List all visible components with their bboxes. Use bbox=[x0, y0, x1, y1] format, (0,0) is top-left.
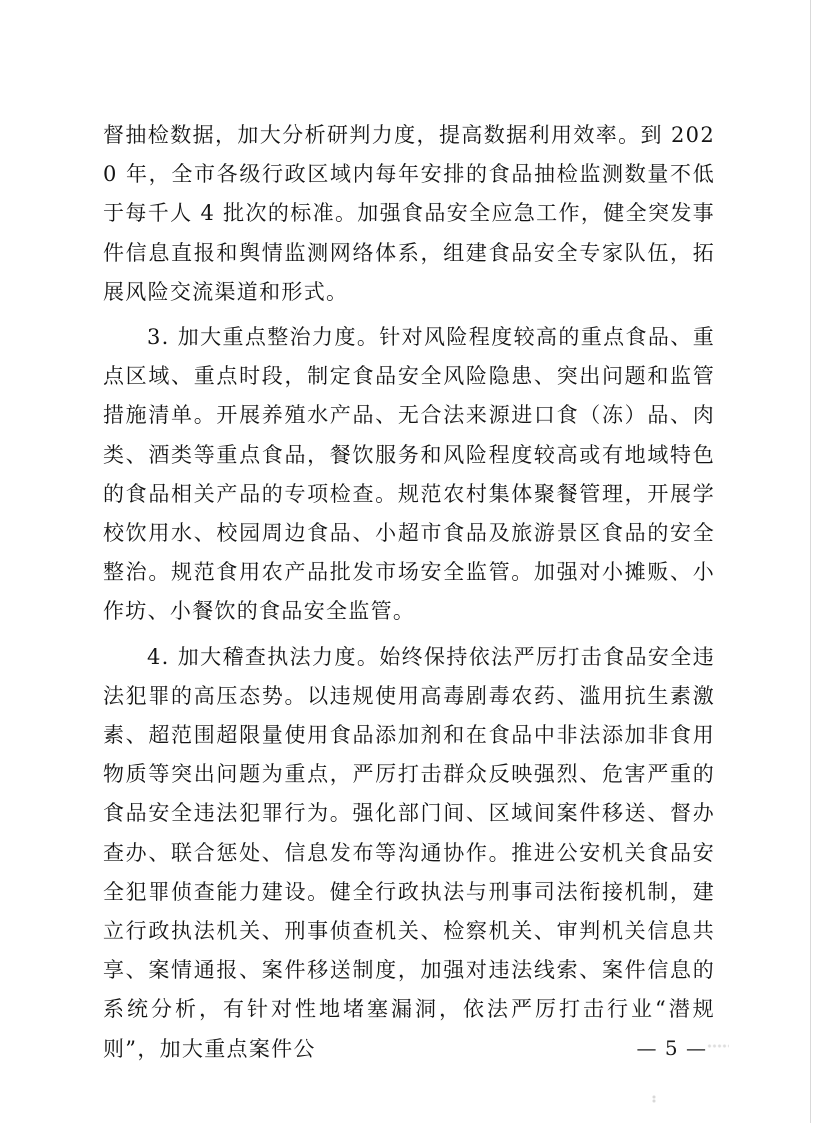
paragraph-rectification: 3. 加大重点整治力度。针对风险程度较高的重点食品、重点区域、重点时段，制定食品安全风险隐患、突出问题和监管措施清单。开展养殖水产品、无合法来源进口食（冻）品、肉类、酒类等重点食品，餐饮服务和风险程度较高或有地域特色的食品相关产品的专项检查。规范农村集体聚餐管理，开展学校饮用水、校园周边食品、小超市食品及旅游景区食品的安全整治。规范食用农产品批发市场安全监管。加强对小摊贩、小作坊、小餐饮的食品安全监管。 bbox=[103, 325, 715, 624]
scan-edge-line bbox=[810, 0, 811, 1123]
scan-speck-mark-bottom bbox=[652, 1095, 656, 1103]
page-number: — 5 — bbox=[636, 1036, 707, 1060]
paragraph-continuation: 督抽检数据，加大分析研判力度，提高数据利用效率。到 2020 年，全市各级行政区域内每年安排的食品抽检监测数量不低于每千人 4 批次的标准。加强食品安全应急工作，健全突发事件信息直报和舆情监测网络体系，组建食品安全专家队伍，拓展风险交流渠道和形式。 bbox=[103, 123, 715, 304]
body-text bbox=[103, 116, 715, 1075]
scan-speck-mark bbox=[707, 1043, 729, 1049]
paragraph-enforcement: 4. 加大稽查执法力度。始终保持依法严厉打击食品安全违法犯罪的高压态势。以违规使用高毒剧毒农药、滥用抗生素激素、超范围超限量使用食品添加剂和在食品中非法添加非食用物质等突出问题为重点，严厉打击群众反映强烈、危害严重的食品安全违法犯罪行为。强化部门间、区域间案件移送、督办查办、联合惩处、信息发布等沟通协作。推进公安机关食品安全犯罪侦查能力建设。健全行政执法与刑事司法衔接机制，建立行政执法机关、刑事侦查机关、检察机关、审判机关信息共享、案情通报、案件移送制度，加强对违法线索、案件信息的系统分析，有针对性地堵塞漏洞，依法严厉打击行业“潜规则”，加大重点案件公 bbox=[103, 644, 715, 1061]
